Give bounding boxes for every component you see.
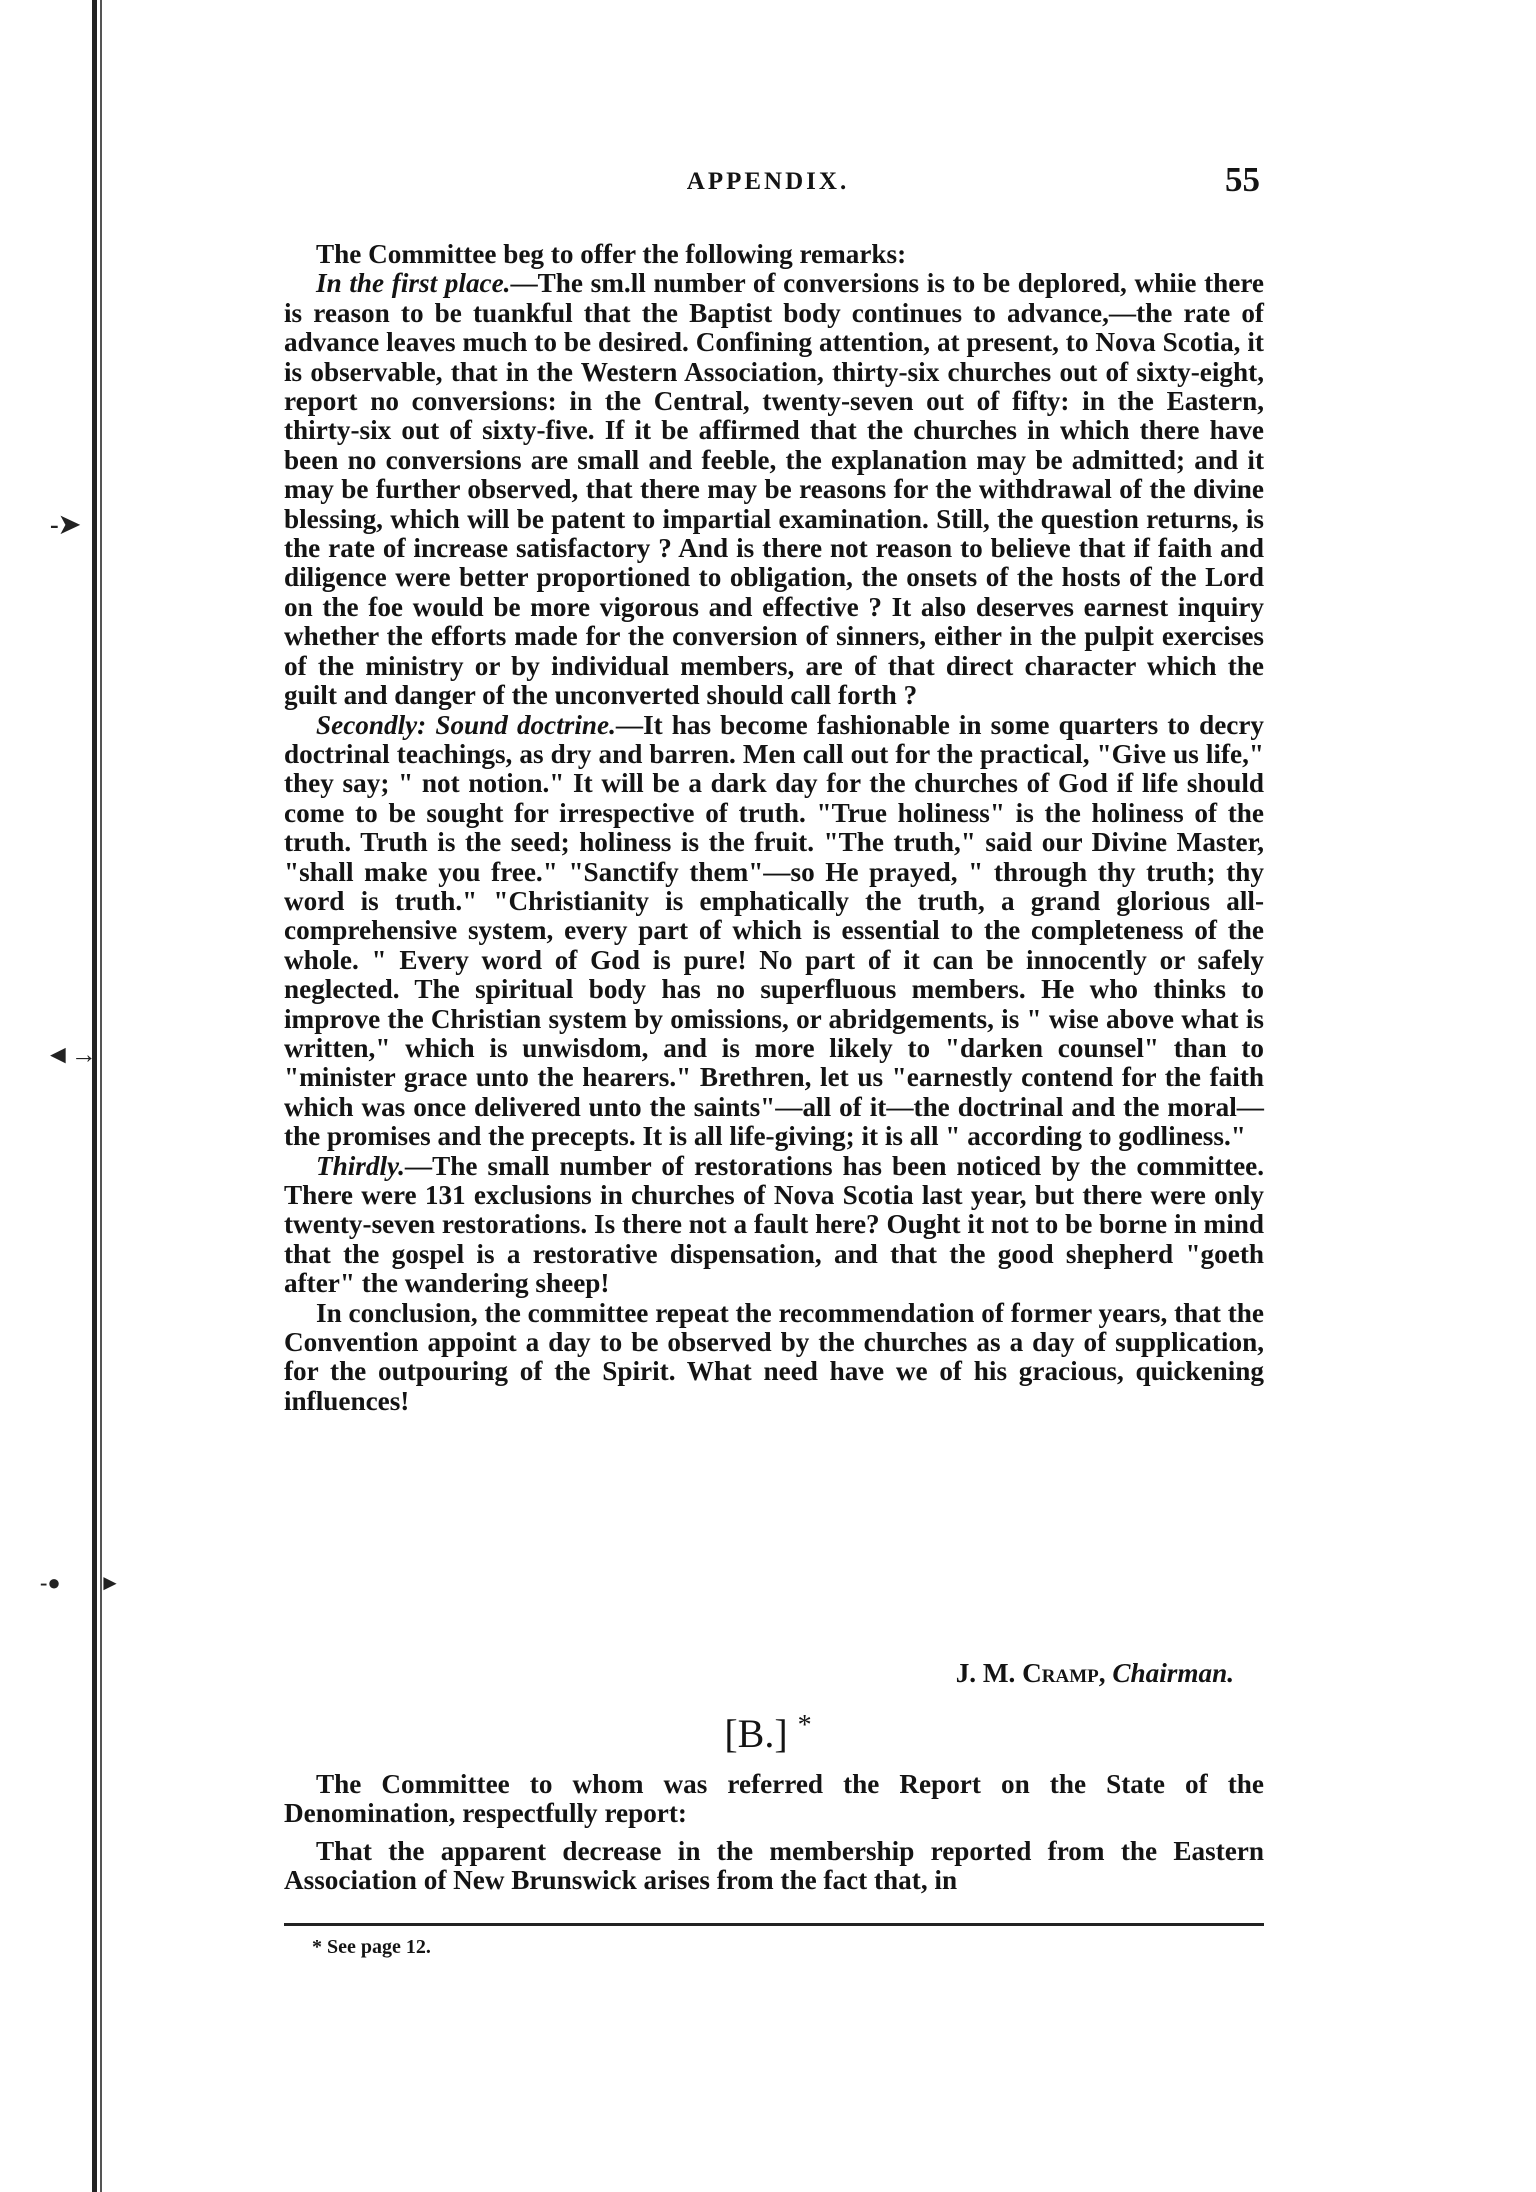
margin-dot-mark: -● ► (40, 1570, 121, 1595)
footnote: * See page 12. (312, 1936, 431, 1958)
footnote-marker: * (797, 1710, 812, 1741)
paragraph-body: —It has become fashionable in some quarters to decry doctrinal teachings, as dry and barren. Men call out for the practical, "Give us life," they say; " not notion." It will be a dark day for the churches of God if life should come to be sought for irrespective of truth. "True holiness" is the holiness of the truth. Truth is the seed; holiness is the fruit. "The truth," said our Divine Master, "shall make you free." "Sanctify them"—so He prayed, " through thy truth; thy word is truth." "Christianity is emphatically the truth, a grand glorious all-comprehensive system, every part of which is essential to the completeness of the whole. " Every word of God is pure! No part of it can be innocently or safely neglected. The spiritual body has no superfluous members. He who thinks to improve the Christian system by omissions, or abridgements, is " wise above what is written," which is unwisdom, and is more likely to "darken counsel" than to "minister grace unto the hearers." Brethren, let us "earnestly contend for the faith which was once delivered unto the saints"—all of it—the doctrinal and the moral—the promises and the precepts. It is all life-giving; it is all " according to godliness." (284, 709, 1264, 1152)
running-header-title: APPENDIX. (686, 168, 850, 195)
paragraph-body: —The small number of restorations has been noticed by the committee. There were 131 exclusions in churches of Nova Scotia last year, but there were only twenty-seven restorations. Is there not a fault here? Ought it not to be borne in mind that the gospel is a restorative dispensation, and that the good shepherd "goeth after" the wandering sheep! (284, 1150, 1264, 1299)
signature (284, 1658, 1234, 1689)
section-label: [B.] (724, 1711, 788, 1756)
paragraph-intro: The Committee beg to offer the following remarks: (316, 239, 907, 269)
page-edge-line (92, 0, 97, 2192)
paragraph-lead: In the first place. (316, 268, 511, 299)
signature-role: Chairman. (1112, 1658, 1234, 1688)
paragraph-apparent-decrease: That the apparent decrease in the membership reported from the Eastern Association of New Brunswick arises from the fact that, in (284, 1835, 1264, 1896)
paragraph-first-place (284, 269, 1264, 710)
margin-arrow-mark: -➤ (50, 510, 81, 539)
section-b-text (284, 1770, 1264, 1904)
page-number: 55 (1225, 160, 1260, 199)
main-text (284, 240, 1264, 1416)
footnote-rule (284, 1923, 1264, 1926)
paragraph-lead: Secondly: Sound doctrine. (316, 709, 616, 740)
paragraph-lead: Thirdly. (316, 1150, 405, 1181)
paragraph-committee-report: The Committee to whom was referred the Report on the State of the Denomination, respectfully report: (284, 1769, 1264, 1829)
paragraph-secondly (284, 711, 1264, 1152)
paragraph-thirdly (284, 1152, 1264, 1299)
signature-name: J. M. Cramp, (955, 1658, 1106, 1688)
paragraph-conclusion: In conclusion, the committee repeat the recommendation of former years, that the Convention appoint a day to be observed by the churches as a day of supplication, for the outpouring of the Spirit. What need have we of his gracious, quickening influences! (284, 1297, 1264, 1416)
section-heading (0, 1710, 1536, 1757)
page-edge-line-inner (100, 0, 102, 2192)
margin-arrow-mark: ◄→ (45, 1040, 97, 1069)
paragraph-body: —The sm.ll number of conversions is to be deplored, whiie there is reason to be tuankful that the Baptist body continues to advance,—the rate of advance leaves much to be desired. Confining attention, at present, to Nova Scotia, it is observable, that in the Western Association, thirty-six churches out of sixty-eight, report no conversions: in the Central, twenty-seven out of fifty: in the Eastern, thirty-six out of sixty-five. If it be affirmed that the churches in which there have been no conversions are small and feeble, the explanation may be admitted; and it may be further observed, that there may be reasons for the withdrawal of the divine blessing, which will be patent to impartial examination. Still, the question returns, is the rate of increase satisfactory ? And is there not reason to believe that if faith and diligence were better proportioned to obligation, the onsets of the hosts of the Lord on the foe would be more vigorous and effective ? It also deserves earnest inquiry whether the efforts made for the conversion of sinners, either in the pulpit exercises of the ministry or by individual members, are of that direct character which the guilt and danger of the unconverted should call forth ? (284, 268, 1264, 711)
